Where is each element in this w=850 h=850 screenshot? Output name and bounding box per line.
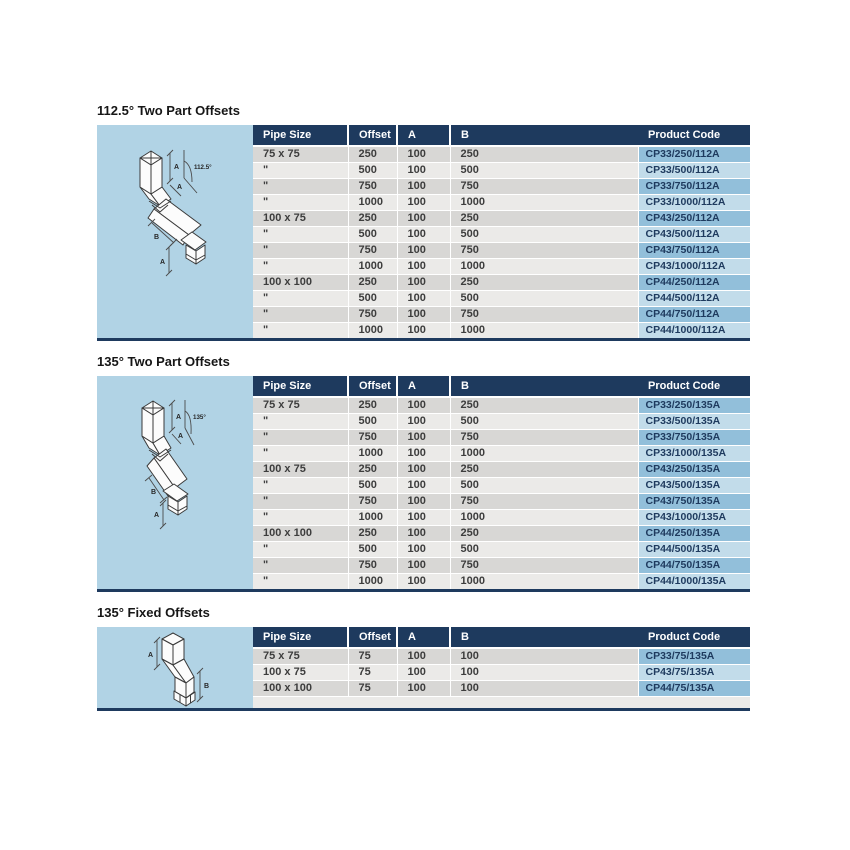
data-cell: 100 bbox=[397, 291, 450, 307]
col-header-a: A bbox=[397, 627, 450, 648]
header-row bbox=[253, 376, 750, 397]
data-cell: 100 x 75 bbox=[253, 211, 348, 227]
table-row bbox=[253, 243, 750, 259]
table-row bbox=[253, 558, 750, 574]
data-cell: 1000 bbox=[450, 195, 638, 211]
data-cell: 500 bbox=[348, 478, 397, 494]
angle-label: 135° bbox=[193, 414, 206, 421]
section-135-two-part-offsets bbox=[97, 354, 750, 592]
data-cell: 250 bbox=[348, 146, 397, 163]
data-cell: 100 bbox=[397, 542, 450, 558]
data-cell: 100 bbox=[397, 574, 450, 590]
angle-label: 112.5° bbox=[194, 164, 212, 171]
data-cell: " bbox=[253, 195, 348, 211]
data-cell: 100 bbox=[397, 414, 450, 430]
diagram-panel bbox=[97, 125, 253, 338]
section-112-5-two-part-offsets bbox=[97, 103, 750, 341]
offsets-table-card bbox=[97, 376, 750, 592]
two-part-offset-135-diagram bbox=[97, 376, 253, 586]
col-header-offset: Offset bbox=[348, 125, 397, 146]
diagram-panel bbox=[97, 627, 253, 708]
data-cell: 100 bbox=[397, 446, 450, 462]
data-cell: 1000 bbox=[348, 574, 397, 590]
col-header-b: B bbox=[450, 125, 638, 146]
section-title: 135° Fixed Offsets bbox=[97, 605, 210, 620]
table-row bbox=[253, 259, 750, 275]
header-row bbox=[253, 627, 750, 648]
data-cell: 100 bbox=[397, 558, 450, 574]
data-cell: 100 bbox=[397, 430, 450, 446]
table-area bbox=[253, 376, 750, 589]
col-header-product-code: Product Code bbox=[638, 125, 750, 146]
table-row bbox=[253, 510, 750, 526]
data-cell: 75 bbox=[348, 681, 397, 697]
data-cell: 100 bbox=[397, 211, 450, 227]
data-cell: 750 bbox=[450, 307, 638, 323]
data-cell: " bbox=[253, 243, 348, 259]
data-cell: 1000 bbox=[450, 574, 638, 590]
data-cell: 750 bbox=[348, 558, 397, 574]
section-title: 135° Two Part Offsets bbox=[97, 354, 230, 369]
product-code-cell: CP33/500/112A bbox=[638, 163, 750, 179]
data-cell: 500 bbox=[450, 414, 638, 430]
data-cell: 500 bbox=[348, 414, 397, 430]
table-row bbox=[253, 430, 750, 446]
table-body bbox=[253, 397, 750, 589]
data-cell: 1000 bbox=[450, 259, 638, 275]
data-cell: 250 bbox=[348, 397, 397, 414]
pipe-drawing bbox=[162, 633, 195, 706]
col-header-a: A bbox=[397, 125, 450, 146]
data-cell: 750 bbox=[450, 243, 638, 259]
data-cell: " bbox=[253, 510, 348, 526]
dim-label-a-bottom: A bbox=[154, 512, 160, 519]
table-row bbox=[253, 665, 750, 681]
table-row bbox=[253, 397, 750, 414]
data-cell: 500 bbox=[348, 163, 397, 179]
dim-label-a-top: A bbox=[174, 164, 180, 171]
table-row bbox=[253, 648, 750, 665]
data-cell: 750 bbox=[348, 430, 397, 446]
data-cell: " bbox=[253, 307, 348, 323]
product-code-cell: CP44/500/135A bbox=[638, 542, 750, 558]
table-row bbox=[253, 227, 750, 243]
data-cell: " bbox=[253, 478, 348, 494]
col-header-product-code: Product Code bbox=[638, 627, 750, 648]
table-body bbox=[253, 146, 750, 338]
data-cell: 75 x 75 bbox=[253, 397, 348, 414]
offsets-table-card bbox=[97, 627, 750, 711]
dim-label-b: B bbox=[204, 683, 210, 690]
data-cell: 750 bbox=[348, 179, 397, 195]
col-header-pipe-size: Pipe Size bbox=[253, 125, 348, 146]
data-cell: 1000 bbox=[348, 259, 397, 275]
data-cell: 1000 bbox=[348, 510, 397, 526]
product-code-cell: CP43/250/135A bbox=[638, 462, 750, 478]
data-cell: 100 bbox=[397, 163, 450, 179]
table-row bbox=[253, 307, 750, 323]
data-cell: 250 bbox=[348, 275, 397, 291]
table-row bbox=[253, 446, 750, 462]
data-cell: 500 bbox=[348, 227, 397, 243]
data-cell: 100 x 100 bbox=[253, 526, 348, 542]
data-cell: 100 bbox=[397, 275, 450, 291]
data-cell: 750 bbox=[450, 494, 638, 510]
table-row bbox=[253, 323, 750, 339]
dim-label-b: B bbox=[154, 234, 160, 241]
col-header-a: A bbox=[397, 376, 450, 397]
table-row bbox=[253, 681, 750, 697]
section-135-fixed-offsets bbox=[97, 605, 750, 711]
data-cell: 500 bbox=[450, 291, 638, 307]
product-code-cell: CP43/1000/112A bbox=[638, 259, 750, 275]
data-cell: 250 bbox=[450, 397, 638, 414]
dim-label-a-top: A bbox=[176, 414, 182, 421]
data-cell: 100 x 100 bbox=[253, 275, 348, 291]
data-cell: 100 bbox=[397, 195, 450, 211]
col-header-pipe-size: Pipe Size bbox=[253, 376, 348, 397]
product-code-cell: CP43/75/135A bbox=[638, 665, 750, 681]
data-cell: " bbox=[253, 259, 348, 275]
data-cell: 500 bbox=[450, 163, 638, 179]
data-cell: 100 bbox=[450, 665, 638, 681]
data-cell: " bbox=[253, 446, 348, 462]
product-code-cell: CP43/750/112A bbox=[638, 243, 750, 259]
data-cell: 250 bbox=[450, 211, 638, 227]
data-cell: 100 bbox=[450, 648, 638, 665]
offsets-table bbox=[253, 376, 750, 589]
pipe-drawing bbox=[142, 401, 188, 515]
offsets-table bbox=[253, 125, 750, 338]
table-area bbox=[253, 125, 750, 338]
data-cell: 100 x 75 bbox=[253, 665, 348, 681]
data-cell: " bbox=[253, 291, 348, 307]
data-cell: 100 bbox=[397, 665, 450, 681]
table-row bbox=[253, 291, 750, 307]
table-row bbox=[253, 478, 750, 494]
data-cell: 75 bbox=[348, 665, 397, 681]
data-cell: 100 bbox=[397, 462, 450, 478]
data-cell: 100 bbox=[397, 146, 450, 163]
table-row bbox=[253, 275, 750, 291]
data-cell: 750 bbox=[348, 243, 397, 259]
data-cell: 1000 bbox=[348, 446, 397, 462]
product-code-cell: CP43/750/135A bbox=[638, 494, 750, 510]
table-row bbox=[253, 163, 750, 179]
data-cell: 100 bbox=[397, 179, 450, 195]
col-header-offset: Offset bbox=[348, 627, 397, 648]
dim-label-a-mid: A bbox=[177, 184, 183, 191]
product-code-cell: CP33/750/135A bbox=[638, 430, 750, 446]
diagram-panel bbox=[97, 376, 253, 589]
data-cell: 750 bbox=[450, 430, 638, 446]
data-cell: 500 bbox=[348, 291, 397, 307]
data-cell: 750 bbox=[348, 307, 397, 323]
col-header-product-code: Product Code bbox=[638, 376, 750, 397]
data-cell: 250 bbox=[450, 526, 638, 542]
offsets-table bbox=[253, 627, 750, 696]
product-code-cell: CP44/750/135A bbox=[638, 558, 750, 574]
dim-label-b: B bbox=[151, 489, 157, 496]
table-row bbox=[253, 494, 750, 510]
data-cell: " bbox=[253, 227, 348, 243]
data-cell: " bbox=[253, 179, 348, 195]
product-code-cell: CP33/75/135A bbox=[638, 648, 750, 665]
dim-label-a-bottom: A bbox=[160, 259, 166, 266]
product-code-cell: CP33/750/112A bbox=[638, 179, 750, 195]
data-cell: 100 bbox=[397, 648, 450, 665]
data-cell: 100 bbox=[397, 259, 450, 275]
col-header-offset: Offset bbox=[348, 376, 397, 397]
data-cell: 500 bbox=[450, 542, 638, 558]
data-cell: 100 bbox=[397, 681, 450, 697]
product-code-cell: CP44/75/135A bbox=[638, 681, 750, 697]
data-cell: 1000 bbox=[348, 195, 397, 211]
table-row bbox=[253, 179, 750, 195]
product-code-cell: CP43/500/135A bbox=[638, 478, 750, 494]
data-cell: 1000 bbox=[450, 323, 638, 339]
table-row bbox=[253, 195, 750, 211]
header-row bbox=[253, 125, 750, 146]
data-cell: 250 bbox=[348, 526, 397, 542]
two-part-offset-112-diagram bbox=[97, 125, 253, 335]
data-cell: " bbox=[253, 574, 348, 590]
dim-label-a: A bbox=[148, 652, 154, 659]
table-row bbox=[253, 526, 750, 542]
data-cell: 500 bbox=[450, 227, 638, 243]
data-cell: " bbox=[253, 323, 348, 339]
product-code-cell: CP33/250/112A bbox=[638, 146, 750, 163]
table-row bbox=[253, 542, 750, 558]
product-code-cell: CP44/250/135A bbox=[638, 526, 750, 542]
data-cell: " bbox=[253, 558, 348, 574]
data-cell: 100 bbox=[397, 526, 450, 542]
data-cell: 100 bbox=[397, 397, 450, 414]
data-cell: 100 bbox=[397, 227, 450, 243]
data-cell: 75 bbox=[348, 648, 397, 665]
product-code-cell: CP43/500/112A bbox=[638, 227, 750, 243]
data-cell: 1000 bbox=[348, 323, 397, 339]
data-cell: 100 bbox=[450, 681, 638, 697]
data-cell: 75 x 75 bbox=[253, 648, 348, 665]
data-cell: 250 bbox=[450, 146, 638, 163]
data-cell: 250 bbox=[450, 275, 638, 291]
data-cell: 250 bbox=[450, 462, 638, 478]
table-area bbox=[253, 627, 750, 708]
data-cell: 250 bbox=[348, 462, 397, 478]
product-code-cell: CP43/250/112A bbox=[638, 211, 750, 227]
data-cell: " bbox=[253, 414, 348, 430]
data-cell: 100 bbox=[397, 243, 450, 259]
data-cell: 500 bbox=[348, 542, 397, 558]
product-code-cell: CP44/1000/135A bbox=[638, 574, 750, 590]
table-row bbox=[253, 414, 750, 430]
data-cell: 1000 bbox=[450, 446, 638, 462]
product-code-cell: CP44/250/112A bbox=[638, 275, 750, 291]
catalog-page bbox=[97, 103, 750, 724]
product-code-cell: CP44/750/112A bbox=[638, 307, 750, 323]
product-code-cell: CP33/250/135A bbox=[638, 397, 750, 414]
data-cell: 100 x 100 bbox=[253, 681, 348, 697]
data-cell: 1000 bbox=[450, 510, 638, 526]
table-row bbox=[253, 211, 750, 227]
data-cell: 750 bbox=[348, 494, 397, 510]
offsets-table-card bbox=[97, 125, 750, 341]
col-header-pipe-size: Pipe Size bbox=[253, 627, 348, 648]
fixed-offset-135-diagram bbox=[97, 627, 253, 708]
data-cell: " bbox=[253, 542, 348, 558]
dim-label-a-mid: A bbox=[178, 433, 184, 440]
col-header-b: B bbox=[450, 376, 638, 397]
table-row bbox=[253, 574, 750, 590]
data-cell: 100 bbox=[397, 510, 450, 526]
product-code-cell: CP33/500/135A bbox=[638, 414, 750, 430]
col-header-b: B bbox=[450, 627, 638, 648]
table-footer-strip bbox=[253, 696, 750, 708]
data-cell: 75 x 75 bbox=[253, 146, 348, 163]
data-cell: 100 bbox=[397, 478, 450, 494]
data-cell: 100 x 75 bbox=[253, 462, 348, 478]
product-code-cell: CP33/1000/135A bbox=[638, 446, 750, 462]
table-row bbox=[253, 462, 750, 478]
data-cell: 750 bbox=[450, 179, 638, 195]
data-cell: " bbox=[253, 494, 348, 510]
data-cell: 250 bbox=[348, 211, 397, 227]
data-cell: 100 bbox=[397, 307, 450, 323]
data-cell: 100 bbox=[397, 494, 450, 510]
table-body bbox=[253, 648, 750, 696]
product-code-cell: CP44/500/112A bbox=[638, 291, 750, 307]
data-cell: " bbox=[253, 163, 348, 179]
data-cell: " bbox=[253, 430, 348, 446]
product-code-cell: CP43/1000/135A bbox=[638, 510, 750, 526]
data-cell: 500 bbox=[450, 478, 638, 494]
data-cell: 750 bbox=[450, 558, 638, 574]
data-cell: 100 bbox=[397, 323, 450, 339]
table-row bbox=[253, 146, 750, 163]
product-code-cell: CP44/1000/112A bbox=[638, 323, 750, 339]
section-title: 112.5° Two Part Offsets bbox=[97, 103, 240, 118]
product-code-cell: CP33/1000/112A bbox=[638, 195, 750, 211]
